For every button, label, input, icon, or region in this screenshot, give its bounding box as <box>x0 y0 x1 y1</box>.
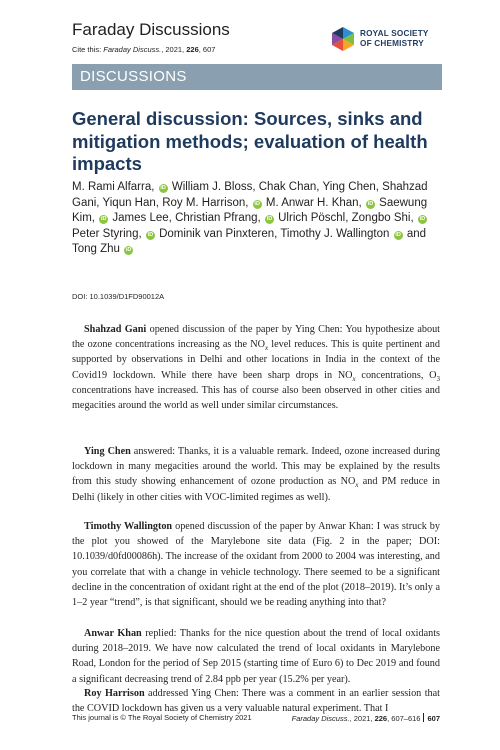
discussion-paragraph-4 <box>72 626 440 687</box>
subscript: 3 <box>436 374 440 383</box>
paragraph-text: concentrations, O <box>355 369 437 381</box>
author-name: and Tong Zhu <box>72 227 426 256</box>
paper-title: General discussion: Sources, sinks and mitigation methods; evaluation of health impacts <box>72 108 428 174</box>
author-name: Dominik van Pinxteren, <box>159 227 278 240</box>
paragraph-text: level reduces. This is quite pertinent and supported by observations in Delhi and other locations in India in the context of the Covid19 lockdown. While there have been sharp drops in NO <box>72 339 440 381</box>
publisher-logo <box>330 26 440 52</box>
author-name: Shahzad Gani, <box>72 181 428 209</box>
orcid-icon[interactable]: iD <box>367 200 374 207</box>
cite-year: , 2021, <box>161 45 187 54</box>
author-name: Ying Chen, <box>322 181 379 193</box>
citation-line <box>72 45 215 54</box>
orcid-icon[interactable]: iD <box>266 216 273 223</box>
orcid-icon[interactable]: iD <box>160 185 166 191</box>
author-name: Chak Chan, <box>258 181 320 193</box>
paragraph-text: opened discussion of the paper by Anwar Khan: I was struck by the plot you showed of the Marylebone site data (Fig. 2 in the paper; DOI: 10.1039/d0fd00086h). The increase of the oxidant from 2000 to 2004 was interesting, and you correlate that with a change in vehicle technology. There seemed to be a significant decline in the concentration of oxidant right at the end of the plot (2018–2019). It’s only a 1–2 year “trend”, is that significant, should we be reading anything into that? <box>72 521 440 609</box>
speaker-name: Anwar Khan <box>84 628 142 639</box>
author-name: Christian Pfrang, <box>175 212 261 225</box>
paragraph-text: addressed Ying Chen: There was a comment in an earlier session that the COVID lockdown has given us a very valuable natural experiment. That I <box>72 688 440 715</box>
section-label: DISCUSSIONS <box>80 68 187 85</box>
journal-title: Faraday Discussions <box>72 20 230 39</box>
orcid-icon[interactable]: iD <box>254 200 260 207</box>
speaker-name: Ying Chen <box>84 446 131 457</box>
orcid-icon[interactable]: iD <box>147 231 154 238</box>
orcid-icon[interactable]: iD <box>395 231 401 238</box>
orcid-icon[interactable]: iD <box>125 247 132 254</box>
cite-volume: 226 <box>186 45 199 54</box>
paragraph-text: opened discussion of the paper by Ying Chen: You hypothesize about the ozone concentrations increasing as the NO <box>72 324 440 351</box>
footer-year: , 2021, <box>349 714 375 723</box>
author-name: Ulrich Pöschl, <box>278 212 349 225</box>
author-name: Roy M. Harrison, <box>162 196 249 209</box>
author-name: M. Rami Alfarra, <box>72 181 155 193</box>
speaker-name: Roy Harrison <box>84 688 145 699</box>
speaker-name: Timothy Wallington <box>84 521 173 532</box>
publisher-name-line2: OF CHEMISTRY <box>360 39 424 48</box>
paragraph-text: answered: Thanks, it is a valuable remark. Indeed, ozone increased during lockdown in many megacities around the world. This may be explained by the results from this study showing enhancement of ozone production as NO <box>72 446 441 488</box>
author-name: Zongbo Shi, <box>351 212 414 225</box>
subscript: x <box>352 374 356 383</box>
author-name: Peter Styring, <box>72 227 142 240</box>
section-banner <box>72 64 442 90</box>
author-name: Yiqun Han, <box>102 196 159 209</box>
discussion-paragraph-3 <box>72 519 440 610</box>
orcid-icon[interactable]: iD <box>419 216 426 223</box>
subscript: x <box>264 344 269 353</box>
publisher-name-line1: ROYAL SOCIETY <box>360 29 429 38</box>
orcid-icon[interactable]: iD <box>100 216 107 223</box>
page-footer <box>292 713 440 723</box>
author-list <box>72 180 452 258</box>
footer-volume: 226 <box>374 714 388 723</box>
doi[interactable]: DOI: 10.1039/D1FD90012A <box>72 292 165 301</box>
paragraph-text: concentrations have increased. This has of course also been observed in other cities and megacities around the world as well under similar circumstances. <box>72 384 440 412</box>
author-name: Saewung Kim, <box>72 196 428 225</box>
copyright-footer: This journal is © The Royal Society of Chemistry 2021 <box>72 713 252 722</box>
author-name: James Lee, <box>112 212 172 225</box>
discussion-paragraph-1 <box>72 322 440 413</box>
cite-pages: , 607 <box>198 45 216 54</box>
author-name: M. Anwar H. Khan, <box>265 196 362 209</box>
discussion-paragraph-5 <box>72 686 440 716</box>
page-number: 607 <box>427 714 440 723</box>
author-name: Timothy J. Wallington <box>280 227 390 240</box>
cite-journal: Faraday Discuss. <box>103 45 162 54</box>
speaker-name: Shahzad Gani <box>84 324 147 335</box>
subscript: x <box>355 481 359 490</box>
publisher-emblem-icon <box>330 26 356 52</box>
paragraph-text: replied: Thanks for the nice question about the trend of local oxidants during 2018–2019. We have now calculated the trend of local oxidants in Marylebone Road, London for the period of Sep 2015 (starting time of Euro 6) to Dec 2019 and found a significant decreasing trend of 2.84 ppb per year (15.2% per year). <box>72 628 440 685</box>
discussion-paragraph-2 <box>72 444 440 505</box>
publisher-name <box>360 29 429 49</box>
cite-prefix: Cite this: <box>72 45 104 54</box>
footer-divider <box>423 713 424 722</box>
footer-pages: , 607–616 <box>387 714 421 723</box>
author-name: William J. Bloss, <box>171 181 256 193</box>
footer-journal: Faraday Discuss. <box>291 714 350 723</box>
paragraph-text: and PM reduce in Delhi (likely in other cities with VOC-limited regimes as well). <box>72 476 440 503</box>
